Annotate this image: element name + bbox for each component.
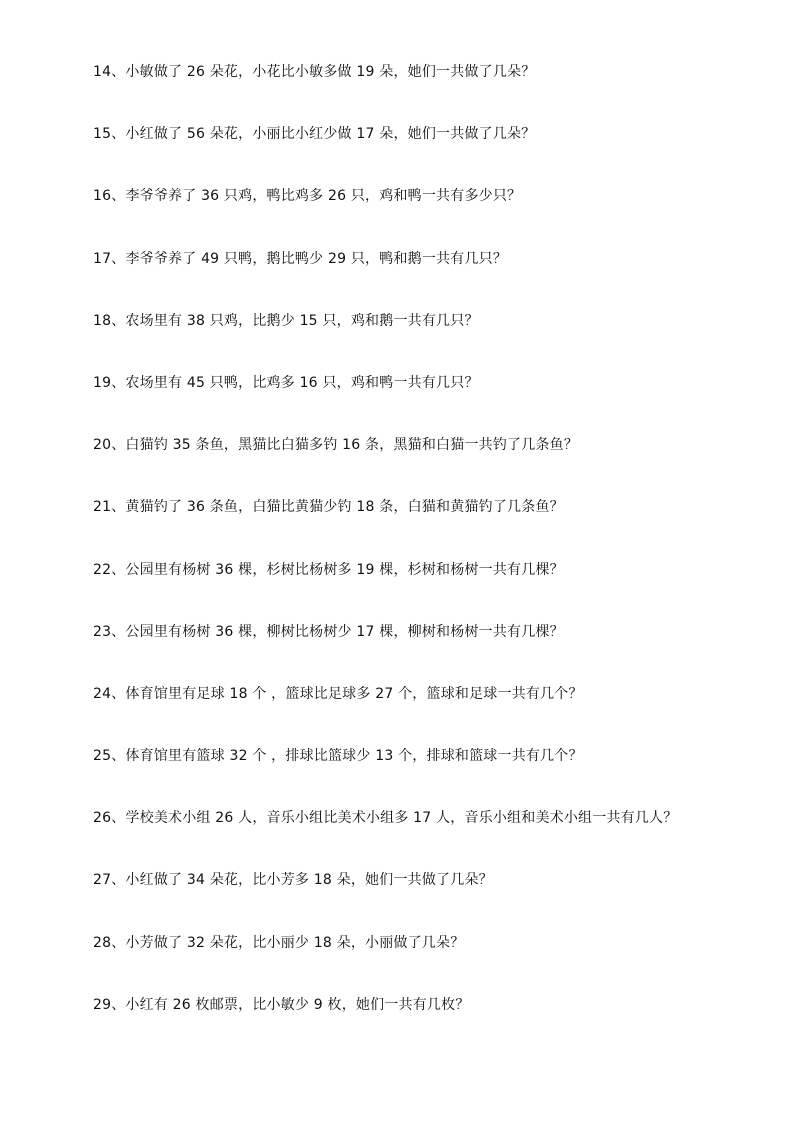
problem-27: 27、小红做了 34 朵花，比小芳多 18 朵，她们一共做了几朵？ xyxy=(93,872,493,889)
problem-26: 26、学校美术小组 26 人，音乐小组比美术小组多 17 人，音乐小组和美术小组一共有几人？ xyxy=(93,810,678,827)
problem-15: 15、小红做了 56 朵花，小丽比小红少做 17 朵，她们一共做了几朵？ xyxy=(93,126,536,143)
problem-22: 22、公园里有杨树 36 棵，杉树比杨树多 19 棵，杉树和杨树一共有几棵？ xyxy=(93,561,564,578)
problem-25: 25、体育馆里有篮球 32 个 ，排球比篮球少 13 个，排球和篮球一共有几个？ xyxy=(93,748,583,765)
problem-17: 17、李爷爷养了 49 只鸭，鹅比鸭少 29 只，鸭和鹅一共有几只？ xyxy=(93,250,508,267)
problem-14: 14、小敏做了 26 朵花，小花比小敏多做 19 朵，她们一共做了几朵？ xyxy=(93,64,536,80)
problem-24: 24、体育馆里有足球 18 个 ，篮球比足球多 27 个，篮球和足球一共有几个？ xyxy=(93,685,583,702)
problem-23: 23、公园里有杨树 36 棵，柳树比杨树少 17 棵，柳树和杨树一共有几棵？ xyxy=(93,623,564,640)
problem-list xyxy=(93,58,783,1053)
problem-21: 21、黄猫钓了 36 条鱼，白猫比黄猫少钓 18 条，白猫和黄猫钓了几条鱼？ xyxy=(93,499,564,516)
problem-20: 20、白猫钓 35 条鱼，黑猫比白猫多钓 16 条，黑猫和白猫一共钓了几条鱼？ xyxy=(93,437,579,454)
problem-16: 16、李爷爷养了 36 只鸡，鸭比鸡多 26 只，鸡和鸭一共有多少只？ xyxy=(93,188,522,205)
problem-29: 29、小红有 26 枚邮票，比小敏少 9 枚，她们一共有几枚？ xyxy=(93,996,470,1013)
problem-28: 28、小芳做了 32 朵花，比小丽少 18 朵，小丽做了几朵？ xyxy=(93,934,465,951)
problem-18: 18、农场里有 38 只鸡，比鹅少 15 只，鸡和鹅一共有几只？ xyxy=(93,312,479,329)
problem-19: 19、农场里有 45 只鸭，比鸡多 16 只，鸡和鸭一共有几只？ xyxy=(93,374,479,391)
